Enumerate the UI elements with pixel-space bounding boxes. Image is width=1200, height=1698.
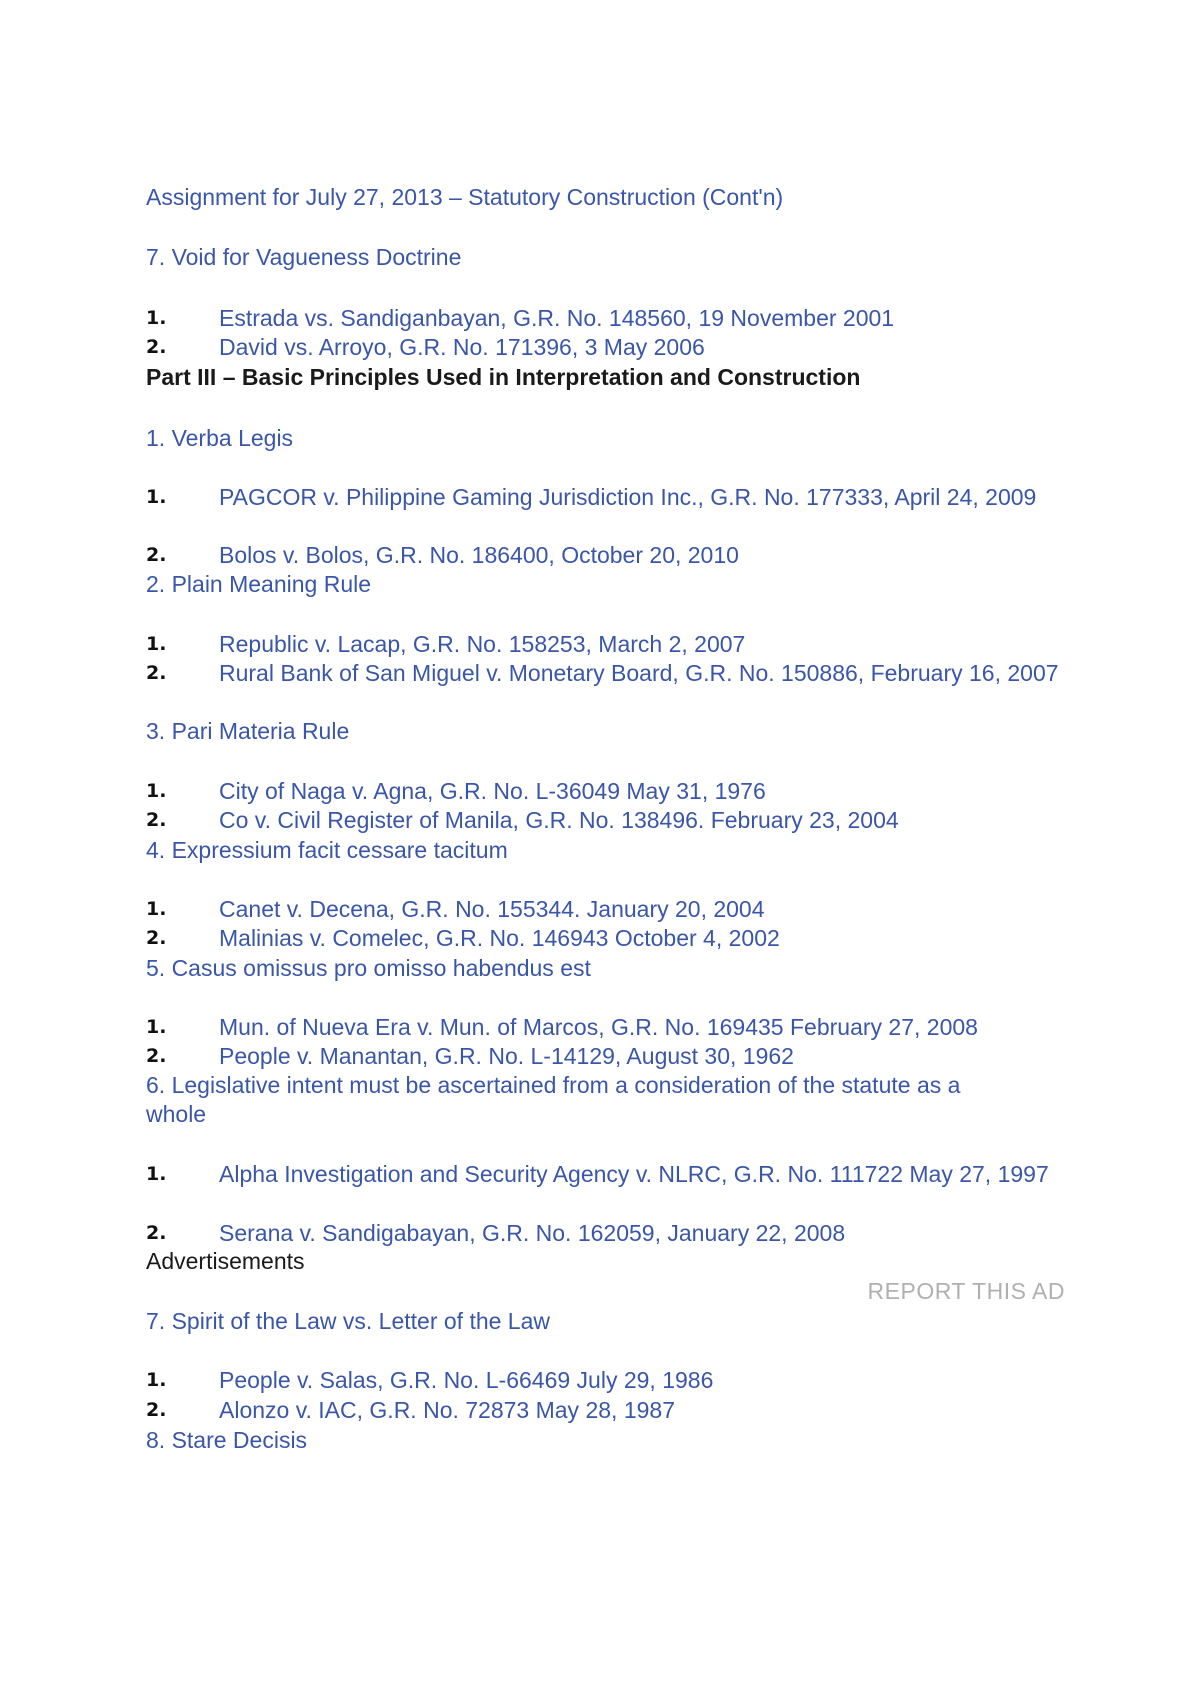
case-citation: PAGCOR v. Philippine Gaming Jurisdiction Inc., G.R. No. 177333, April 24, 2009 [219, 484, 1037, 510]
list-item [146, 806, 1066, 835]
section-heading: 8. Stare Decisis [146, 1427, 308, 1453]
case-citation: Co v. Civil Register of Manila, G.R. No. 138496. February 23, 2004 [219, 807, 899, 833]
list-number: 1. [146, 780, 167, 802]
advertisements-label: Advertisements [146, 1248, 305, 1274]
case-citation: Rural Bank of San Miguel v. Monetary Board, G.R. No. 150886, February 16, 2007 [219, 660, 1059, 686]
list-item [146, 333, 1066, 362]
section-heading: 3. Pari Materia Rule [146, 718, 350, 744]
report-ad-link[interactable]: REPORT THIS AD [867, 1278, 1065, 1304]
case-citation: Serana v. Sandigabayan, G.R. No. 162059, January 22, 2008 [219, 1220, 846, 1246]
section-heading: 4. Expressium facit cessare tacitum [146, 837, 508, 863]
section-heading: 7. Spirit of the Law vs. Letter of the Law [146, 1308, 550, 1334]
list-number: 1. [146, 1163, 167, 1185]
list-item [146, 1396, 1066, 1425]
list-item [146, 1219, 1066, 1248]
part-heading: Part III – Basic Principles Used in Interpretation and Construction [146, 364, 861, 390]
list-number: 1. [146, 1016, 167, 1038]
case-citation: Canet v. Decena, G.R. No. 155344. January 20, 2004 [219, 896, 765, 922]
case-citation: Malinias v. Comelec, G.R. No. 146943 October 4, 2002 [219, 925, 780, 951]
list-item [146, 1042, 1066, 1071]
case-citation: People v. Salas, G.R. No. L-66469 July 29, 1986 [219, 1367, 714, 1393]
list-item [146, 630, 1066, 659]
case-citation: David vs. Arroyo, G.R. No. 171396, 3 May 2006 [219, 334, 705, 360]
list-item [146, 777, 1066, 806]
list-number: 2. [146, 1399, 167, 1421]
list-number: 1. [146, 633, 167, 655]
list-number: 2. [146, 809, 167, 831]
case-citation: Estrada vs. Sandiganbayan, G.R. No. 148560, 19 November 2001 [219, 305, 895, 331]
section-heading: 2. Plain Meaning Rule [146, 571, 372, 597]
list-number: 1. [146, 898, 167, 920]
list-number: 2. [146, 927, 167, 949]
list-number: 1. [146, 1369, 167, 1391]
case-citation: City of Naga v. Agna, G.R. No. L-36049 May 31, 1976 [219, 778, 766, 804]
case-citation: Bolos v. Bolos, G.R. No. 186400, October 20, 2010 [219, 542, 739, 568]
section-heading: 6. Legislative intent must be ascertained from a consideration of the statute as a whole [146, 1072, 961, 1127]
list-item [146, 483, 1066, 512]
case-citation: Mun. of Nueva Era v. Mun. of Marcos, G.R. No. 169435 February 27, 2008 [219, 1014, 978, 1040]
list-number: 2. [146, 1222, 167, 1244]
list-item [146, 1160, 1066, 1189]
list-item [146, 541, 1066, 570]
list-number: 2. [146, 336, 167, 358]
section-heading: 7. Void for Vagueness Doctrine [146, 244, 462, 270]
list-number: 1. [146, 307, 167, 329]
list-number: 2. [146, 544, 167, 566]
list-item [146, 659, 1066, 688]
list-number: 2. [146, 1045, 167, 1067]
list-number: 1. [146, 486, 167, 508]
section-heading: 5. Casus omissus pro omisso habendus est [146, 955, 591, 981]
list-number: 2. [146, 662, 167, 684]
list-item [146, 1366, 1066, 1395]
case-citation: People v. Manantan, G.R. No. L-14129, August 30, 1962 [219, 1043, 794, 1069]
document-title: Assignment for July 27, 2013 – Statutory Construction (Cont'n) [146, 184, 784, 210]
case-citation: Alpha Investigation and Security Agency v. NLRC, G.R. No. 111722 May 27, 1997 [219, 1161, 1049, 1187]
list-item [146, 924, 1066, 953]
case-citation: Alonzo v. IAC, G.R. No. 72873 May 28, 1987 [219, 1397, 675, 1423]
list-item [146, 895, 1066, 924]
list-item [146, 304, 1066, 333]
case-citation: Republic v. Lacap, G.R. No. 158253, March 2, 2007 [219, 631, 746, 657]
list-item [146, 1013, 1066, 1042]
section-heading: 1. Verba Legis [146, 425, 294, 451]
